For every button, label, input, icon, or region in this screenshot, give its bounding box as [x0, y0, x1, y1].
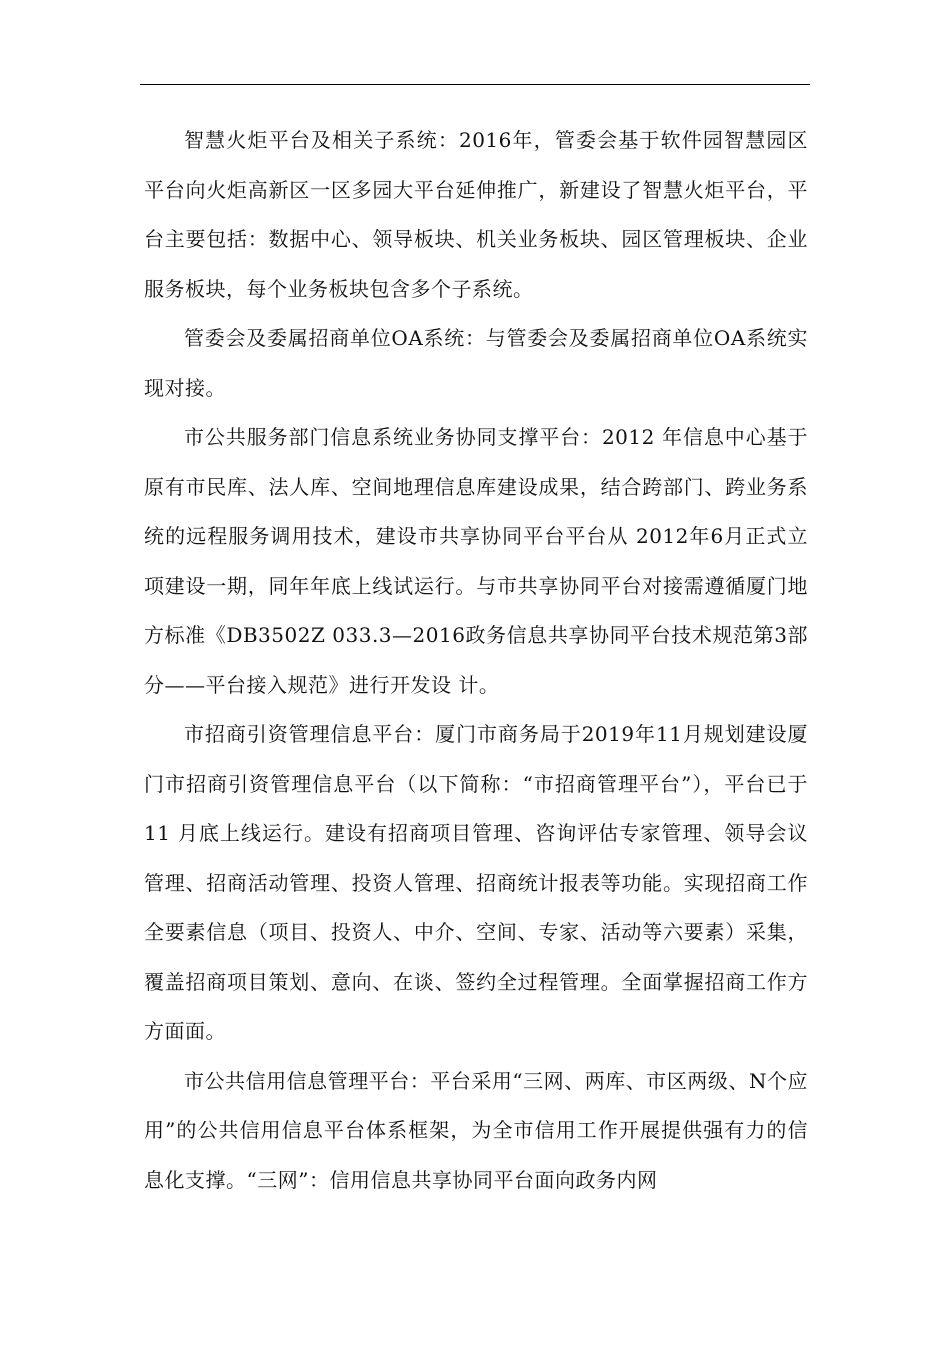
paragraph-investment-platform: 市招商引资管理信息平台：厦门市商务局于2019年11月规划建设厦门市招商引资管理信息平台（以下简称：“市招商管理平台”），平台已于 11 月底上线运行。建设有招商项目管理、咨询评估专家管理、领导会议管理、招商活动管理、投资人管理、招商统计报表等功能。实现招商工作全要素信息（项目、投资人、中介、空间、专家、活动等六要素）采集，覆盖招商项目策划、意向、在谈、签约全过程管理。全面掌握招商工作方方面面。: [144, 722, 808, 1043]
paragraph-credit-platform: 市公共信用信息管理平台：平台采用“三网、两库、市区两级、N个应用”的公共信用信息平台体系框架，为全市信用工作开展提供强有力的信息化支撑。“三网”：信用信息共享协同平台面向政务内网: [144, 1068, 808, 1192]
paragraph-oa-system: 管委会及委属招商单位OA系统：与管委会及委属招商单位OA系统实现对接。: [144, 326, 808, 400]
paragraph-smart-torch-platform: 智慧火炬平台及相关子系统：2016年，管委会基于软件园智慧园区平台向火炬高新区一区多园大平台延伸推广，新建设了智慧火炬平台，平台主要包括：数据中心、领导板块、机关业务板块、园区管理板块、企业服务板块，每个业务板块包含多个子系统。: [144, 128, 808, 301]
header-rule: [140, 84, 810, 85]
paragraph-collaboration-platform: 市公共服务部门信息系统业务协同支撑平台：2012 年信息中心基于原有市民库、法人库、空间地理信息库建设成果，结合跨部门、跨业务系统的远程服务调用技术，建设市共享协同平台平台从 2012年6月正式立项建设一期，同年年底上线试运行。与市共享协同平台对接需遵循厦门地方标准《DB3502Z 033.3—2016政务信息共享协同平台技术规范第3部分——平台接入规范》进行开发设 计。: [144, 425, 808, 697]
document-body: [144, 116, 808, 1205]
